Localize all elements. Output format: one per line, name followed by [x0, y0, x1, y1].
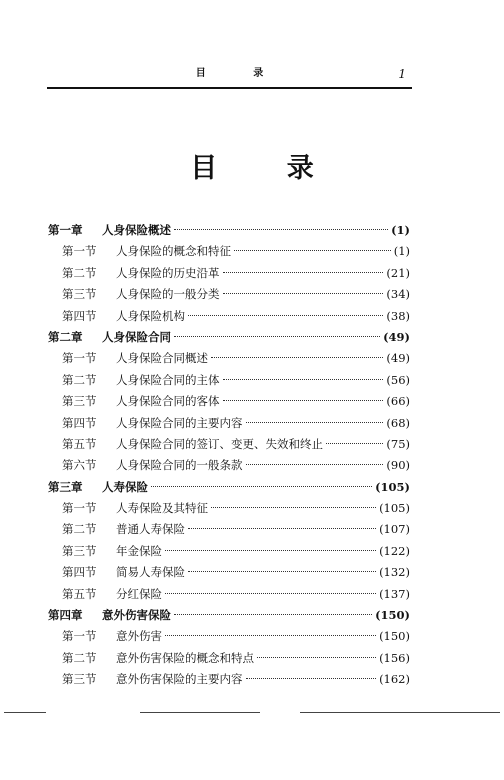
entry-page-number: (156) — [379, 650, 410, 665]
entry-page-number: (122) — [379, 543, 410, 558]
entry-number: 第三节 — [62, 287, 97, 302]
toc-section-entry — [48, 413, 410, 434]
entry-number: 第二节 — [62, 265, 97, 280]
entry-page-number: (1) — [393, 244, 410, 259]
dot-leader — [211, 507, 376, 508]
entry-page-number: (56) — [386, 372, 410, 387]
page-number: 1 — [398, 67, 406, 81]
toc-section-entry — [48, 348, 410, 369]
entry-number: 第一节 — [62, 244, 97, 259]
header-rule — [47, 87, 412, 89]
toc-chapter-entry — [48, 605, 410, 626]
dot-leader — [246, 464, 384, 465]
entry-number: 第二节 — [62, 522, 97, 537]
toc-section-entry — [48, 370, 410, 391]
toc-section-entry — [48, 541, 410, 562]
entry-number: 第五节 — [62, 586, 97, 601]
entry-page-number: (68) — [386, 415, 410, 430]
toc-section-entry — [48, 284, 410, 305]
toc-section-entry — [48, 562, 410, 583]
toc-chapter-entry — [48, 327, 410, 348]
toc-section-entry — [48, 263, 410, 284]
dot-leader — [257, 657, 376, 658]
dot-leader — [223, 400, 384, 401]
entry-number: 第三节 — [62, 543, 97, 558]
table-of-contents — [48, 220, 410, 691]
dot-leader — [246, 678, 377, 679]
entry-page-number: (137) — [379, 586, 410, 601]
entry-page-number: (90) — [386, 458, 410, 473]
entry-title: 人身保险合同概述 — [116, 351, 208, 366]
entry-title: 普通人寿保险 — [116, 522, 185, 537]
entry-page-number: (21) — [386, 265, 410, 280]
entry-number: 第四章 — [48, 608, 83, 623]
entry-number: 第三章 — [48, 479, 83, 494]
dot-leader — [223, 293, 384, 294]
toc-section-entry — [48, 391, 410, 412]
toc-section-entry — [48, 519, 410, 540]
dot-leader — [174, 614, 372, 615]
dot-leader — [188, 528, 376, 529]
dot-leader — [165, 635, 376, 636]
entry-page-number: (75) — [386, 436, 410, 451]
entry-page-number: (34) — [386, 287, 410, 302]
dot-leader — [188, 571, 376, 572]
running-head-title: 目 录 — [195, 68, 286, 79]
entry-title: 人身保险的一般分类 — [116, 287, 220, 302]
entry-page-number: (49) — [386, 351, 410, 366]
entry-page-number: (66) — [386, 394, 410, 409]
entry-title: 人身保险概述 — [102, 223, 171, 237]
dot-leader — [151, 486, 372, 487]
entry-page-number: (107) — [379, 522, 410, 537]
entry-number: 第二节 — [62, 650, 97, 665]
entry-title: 意外伤害保险的概念和特点 — [116, 650, 254, 665]
entry-number: 第一节 — [62, 351, 97, 366]
dot-leader — [246, 422, 384, 423]
entry-number: 第二章 — [48, 329, 83, 344]
entry-title: 意外伤害保险 — [102, 608, 171, 623]
footer-rule-left — [4, 712, 46, 713]
dot-leader — [326, 443, 383, 444]
entry-title: 人身保险机构 — [116, 308, 185, 323]
entry-page-number: (150) — [379, 629, 410, 644]
dot-leader — [188, 315, 383, 316]
toc-section-entry — [48, 306, 410, 327]
entry-number: 第六节 — [62, 458, 97, 473]
toc-chapter-entry — [48, 477, 410, 498]
dot-leader — [234, 250, 391, 251]
dot-leader — [223, 379, 384, 380]
entry-page-number: (105) — [379, 501, 410, 516]
dot-leader — [223, 272, 384, 273]
entry-number: 第五节 — [62, 436, 97, 451]
entry-title: 人身保险合同的客体 — [116, 394, 220, 409]
toc-section-entry — [48, 626, 410, 647]
dot-leader — [211, 357, 383, 358]
dot-leader — [165, 550, 376, 551]
entry-page-number: (132) — [379, 565, 410, 580]
running-header — [47, 66, 412, 86]
entry-number: 第三节 — [62, 394, 97, 409]
entry-number: 第四节 — [62, 415, 97, 430]
entry-title: 人身保险合同的主体 — [116, 372, 220, 387]
entry-number: 第二节 — [62, 372, 97, 387]
entry-title: 人身保险合同的一般条款 — [116, 458, 243, 473]
page-title: 目 录 — [190, 153, 344, 184]
toc-section-entry — [48, 648, 410, 669]
entry-title: 人身保险的概念和特征 — [116, 244, 231, 259]
toc-section-entry — [48, 455, 410, 476]
entry-number: 第一章 — [48, 223, 83, 237]
entry-title: 分红保险 — [116, 586, 162, 601]
entry-page-number: (105) — [375, 479, 410, 494]
dot-leader — [174, 229, 388, 230]
entry-title: 意外伤害 — [116, 629, 162, 644]
entry-title: 人身保险合同的主要内容 — [116, 415, 243, 430]
entry-number: 第一节 — [62, 629, 97, 644]
entry-title: 人身保险合同的签订、变更、失效和终止 — [116, 436, 323, 451]
entry-title: 人寿保险 — [102, 479, 148, 494]
entry-page-number: (1) — [391, 223, 410, 237]
entry-title: 人身保险的历史沿革 — [116, 265, 220, 280]
entry-number: 第三节 — [62, 672, 97, 687]
toc-section-entry — [48, 434, 410, 455]
entry-title: 年金保险 — [116, 543, 162, 558]
toc-section-entry — [48, 241, 410, 262]
toc-section-entry — [48, 669, 410, 690]
footer-rule-middle — [140, 712, 260, 713]
entry-page-number: (150) — [375, 608, 410, 623]
toc-section-entry — [48, 584, 410, 605]
entry-title: 简易人寿保险 — [116, 565, 185, 580]
entry-number: 第四节 — [62, 308, 97, 323]
dot-leader — [174, 336, 380, 337]
toc-section-entry — [48, 498, 410, 519]
entry-page-number: (49) — [383, 329, 410, 344]
dot-leader — [165, 593, 376, 594]
entry-page-number: (38) — [386, 308, 410, 323]
toc-chapter-entry — [48, 220, 410, 241]
entry-title: 人身保险合同 — [102, 329, 171, 344]
entry-title: 人寿保险及其特征 — [116, 501, 208, 516]
entry-page-number: (162) — [379, 672, 410, 687]
entry-number: 第四节 — [62, 565, 97, 580]
entry-title: 意外伤害保险的主要内容 — [116, 672, 243, 687]
footer-rule-right — [300, 712, 500, 713]
entry-number: 第一节 — [62, 501, 97, 516]
